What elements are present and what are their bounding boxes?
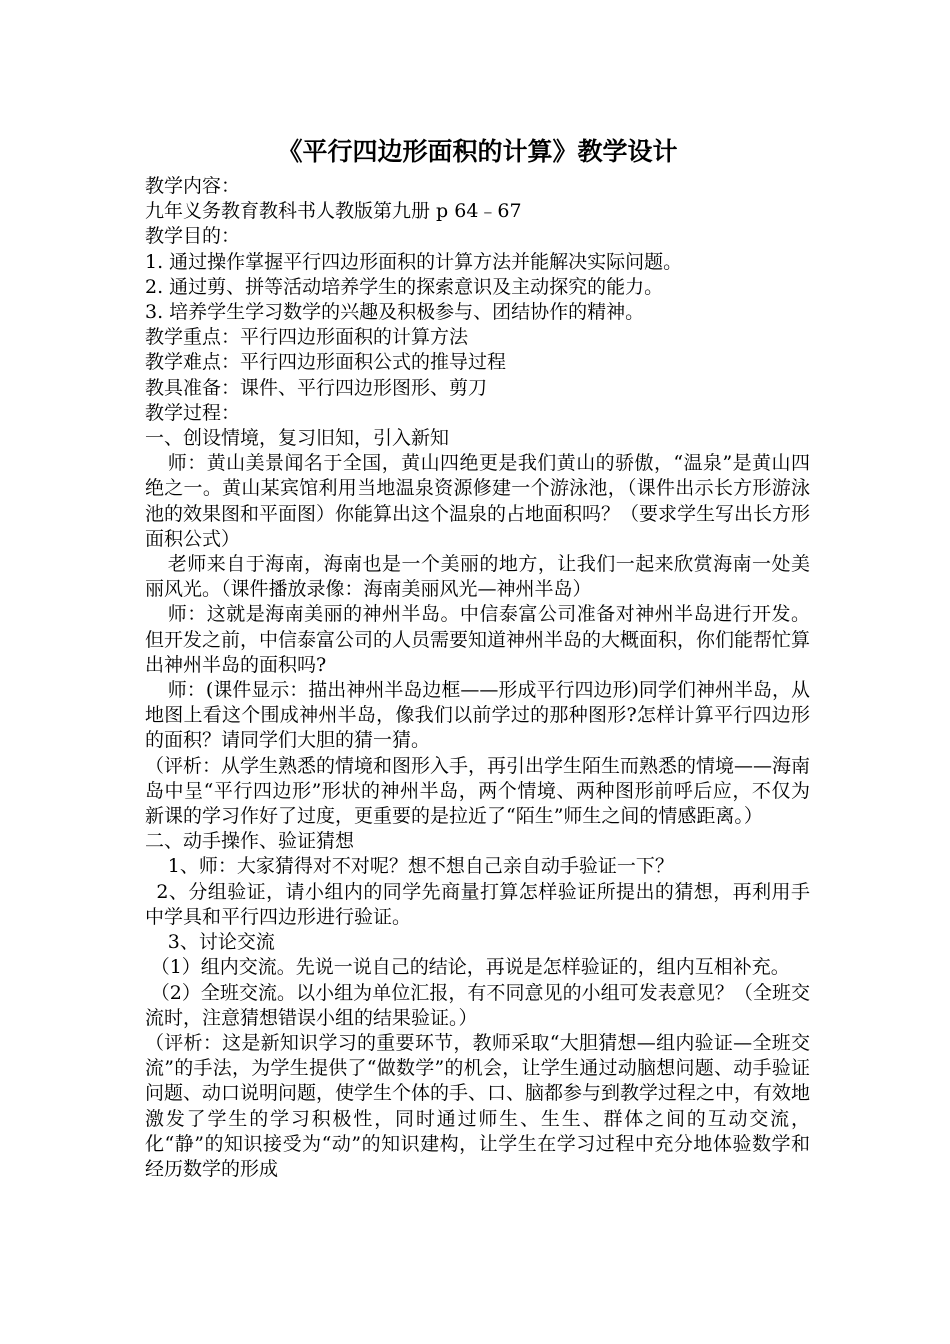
section1-paragraph-2: 老师来自于海南，海南也是一个美丽的地方，让我们一起来欣赏海南一处美丽风光。（课件播放录像：海南美丽风光—神州半岛） — [145, 553, 810, 601]
section2-step-2: 2、分组验证，请小组内的同学先商量打算怎样验证所提出的猜想，再利用手中学具和平行四边形进行验证。 — [145, 880, 810, 928]
section1-paragraph-1: 师：黄山美景闻名于全国，黄山四绝更是我们黄山的骄傲，“温泉”是黄山四绝之一。黄山某宾馆利用当地温泉资源修建一个游泳池，（课件出示长方形游泳池的效果图和平面图）你能算出这个温泉的占地面积吗？（要求学生写出长方形面积公式） — [145, 452, 811, 550]
section2-heading: 二、动手操作、验证猜想 — [145, 830, 355, 853]
section2-step-1: 1、师：大家猜得对不对呢？想不想自己亲自动手验证一下？ — [167, 855, 674, 878]
content-text: 九年义务教育教科书人教版第九册 p 64﹣67 — [145, 200, 522, 223]
section2-step-3: 3、讨论交流 — [167, 931, 275, 954]
section1-paragraph-4: 师：(课件显示：描出神州半岛边框——形成平行四边形)同学们神州半岛，从地图上看这个围成神州半岛，像我们以前学过的那种图形?怎样计算平行四边形的面积？请同学们大胆的猜一猜。 — [145, 679, 810, 752]
difficulty: 教学难点：平行四边形面积公式的推导过程 — [145, 351, 507, 374]
goal-item-3: 3. 培养学生学习数学的兴趣及积极参与、团结协作的精神。 — [145, 301, 645, 324]
materials: 教具准备：课件、平行四边形图形、剪刀 — [145, 376, 488, 399]
content-label: 教学内容： — [145, 175, 241, 197]
section1-heading: 一、创设情境，复习旧知，引入新知 — [145, 427, 450, 450]
document-title: 《平行四边形面积的计算》教学设计 — [277, 137, 678, 166]
section2-sub-1: （1）组内交流。先说一说自己的结论，再说是怎样验证的，组内互相补充。 — [150, 956, 790, 979]
goal-item-1: 1. 通过操作掌握平行四边形面积的计算方法并能解决实际问题。 — [145, 250, 683, 273]
document-page — [145, 136, 810, 1182]
key-point: 教学重点：平行四边形面积的计算方法 — [145, 326, 469, 349]
process-label: 教学过程： — [145, 401, 241, 424]
goals-label: 教学目的： — [145, 225, 241, 248]
section2-comment: （评析：这是新知识学习的重要环节，教师采取“大胆猜想—组内验证—全班交流”的手法，为学生提供了“做数学”的机会，让学生通过动脑想问题、动手验证问题、动口说明问题，使学生个体的手、口、脑都参与到教学过程之中，有效地激发了学生的学习积极性，同时通过师生、生生、群体之间的互动交流，化“静”的知识接受为“动”的知识建构，让学生在学习过程中充分地体验数学和经历数学的形成 — [145, 1031, 811, 1180]
goal-item-2: 2. 通过剪、拼等活动培养学生的探索意识及主动探究的能力。 — [145, 275, 664, 298]
section2-sub-2: （2）全班交流。以小组为单位汇报，有不同意见的小组可发表意见？（全班交流时，注意猜想错误小组的结果验证。） — [145, 981, 810, 1029]
section1-comment: （评析：从学生熟悉的情境和图形入手，再引出学生陌生而熟悉的情境——海南岛中呈“平行四边形”形状的神州半岛，两个情境、两种图形前呼后应，不仅为新课的学习作好了过度，更重要的是拉近了“陌生”师生之间的情感距离。） — [145, 754, 811, 828]
section1-paragraph-3: 师：这就是海南美丽的神州半岛。中信泰富公司准备对神州半岛进行开发。但开发之前，中信泰富公司的人员需要知道神州半岛的大概面积，你们能帮忙算出神州半岛的面积吗? — [145, 603, 811, 676]
